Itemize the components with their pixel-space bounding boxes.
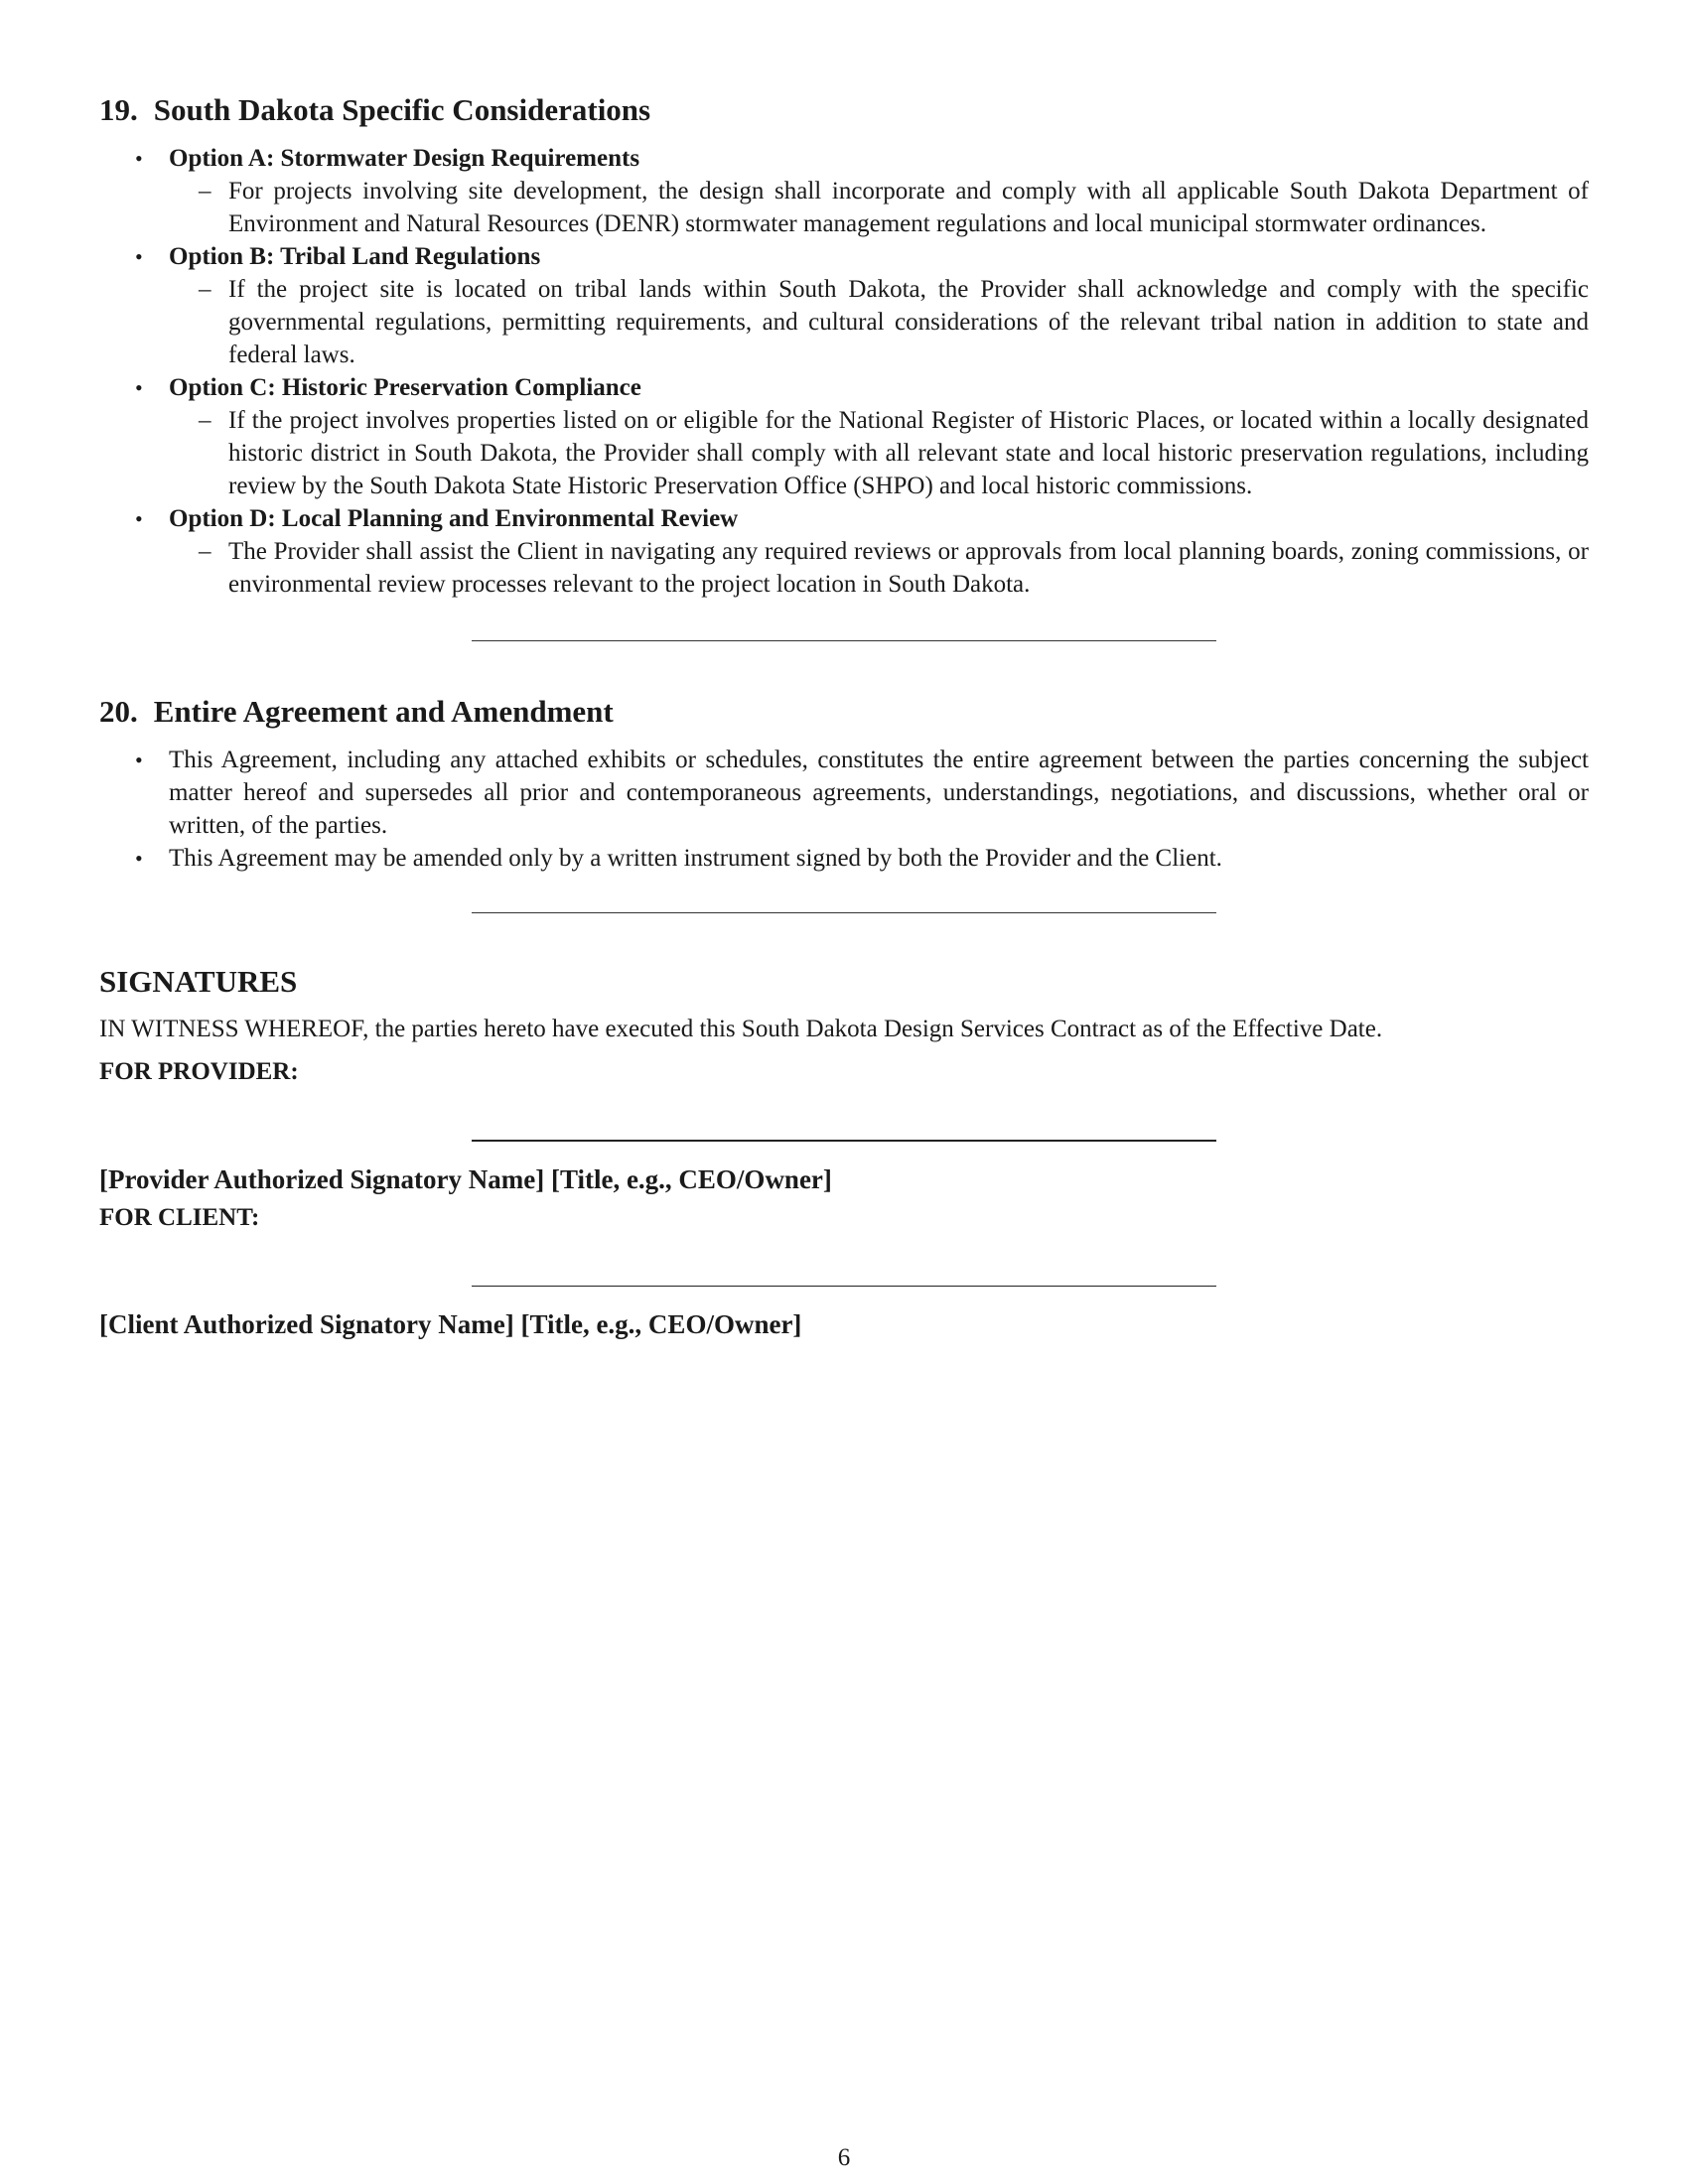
option-a-text: – For projects involving site development, the design shall incorporate and comply with all applicable South Dakota Department of Environment and Natural Resources (DENR) stormwater management regulations and local municipal stormwater ordinances. (169, 175, 1589, 240)
client-signatory-name: [Client Authorized Signatory Name] [Title, e.g., CEO/Owner] (99, 1308, 802, 1339)
provider-signature-line (472, 1140, 1216, 1142)
provider-label: FOR PROVIDER: (99, 1057, 299, 1085)
section-20-item: • This Agreement may be amended only by a written instrument signed by both the Provider and the Client. (99, 842, 1589, 875)
option-b-text: – If the project site is located on tribal lands within South Dakota, the Provider shall acknowledge and comply with the specific governmental regulations, permitting requirements, and cultural considerations of the relevant tribal nation in addition to state and federal laws. (169, 273, 1589, 371)
option-b (99, 240, 1589, 371)
signatures-heading: SIGNATURES (99, 964, 298, 1000)
section-20-title: Entire Agreement and Amendment (153, 694, 614, 730)
bullet-icon: • (135, 506, 143, 532)
section-19-heading (99, 91, 1589, 128)
client-label: FOR CLIENT: (99, 1203, 260, 1231)
option-d-title: Option D: Local Planning and Environmental Review (169, 505, 739, 533)
bullet-icon: • (135, 748, 143, 773)
section-divider (472, 912, 1216, 913)
bullet-icon: • (135, 846, 143, 872)
option-c-title: Option C: Historic Preservation Compliance (169, 374, 641, 402)
provider-signatory-name: [Provider Authorized Signatory Name] [Title, e.g., CEO/Owner] (99, 1163, 832, 1194)
section-20-heading (99, 693, 1589, 730)
section-20-number: 20. (99, 694, 138, 730)
option-a-title: Option A: Stormwater Design Requirements (169, 145, 640, 173)
dash-icon: – (199, 276, 211, 304)
section-20-item: • This Agreement, including any attached exhibits or schedules, constitutes the entire agreement between the parties concerning the subject matter hereof and supersedes all prior and contemporaneous agreements, understandings, negotiations, and discussions, whether oral or written, of the parties. (99, 744, 1589, 842)
section-19-options (99, 142, 1589, 601)
section-19-number: 19. (99, 92, 138, 127)
witness-clause: IN WITNESS WHEREOF, the parties hereto have executed this South Dakota Design Services Contract as of the Effective Date. (99, 1015, 1383, 1042)
dash-icon: – (199, 407, 211, 435)
document-page (99, 91, 1589, 1346)
dash-icon: – (199, 178, 211, 205)
section-19-title: South Dakota Specific Considerations (153, 92, 651, 127)
option-b-title: Option B: Tribal Land Regulations (169, 243, 541, 271)
page-number: 6 (837, 2144, 851, 2171)
option-d-text: – The Provider shall assist the Client in navigating any required reviews or approvals from local planning boards, zoning commissions, or environmental review processes relevant to the project location in South Dakota. (169, 535, 1589, 601)
option-c (99, 371, 1589, 502)
option-c-text: – If the project involves properties listed on or eligible for the National Register of Historic Places, or located within a locally designated historic district in South Dakota, the Provider shall comply with all relevant state and local historic preservation regulations, including review by the South Dakota State Historic Preservation Office (SHPO) and local historic commissions. (169, 404, 1589, 502)
option-d (99, 502, 1589, 601)
bullet-icon: • (135, 244, 143, 270)
section-divider (472, 640, 1216, 641)
bullet-icon: • (135, 146, 143, 172)
bullet-icon: • (135, 375, 143, 401)
dash-icon: – (199, 538, 211, 566)
section-20-items (99, 744, 1589, 875)
client-signature-line (472, 1286, 1216, 1287)
option-a (99, 142, 1589, 240)
